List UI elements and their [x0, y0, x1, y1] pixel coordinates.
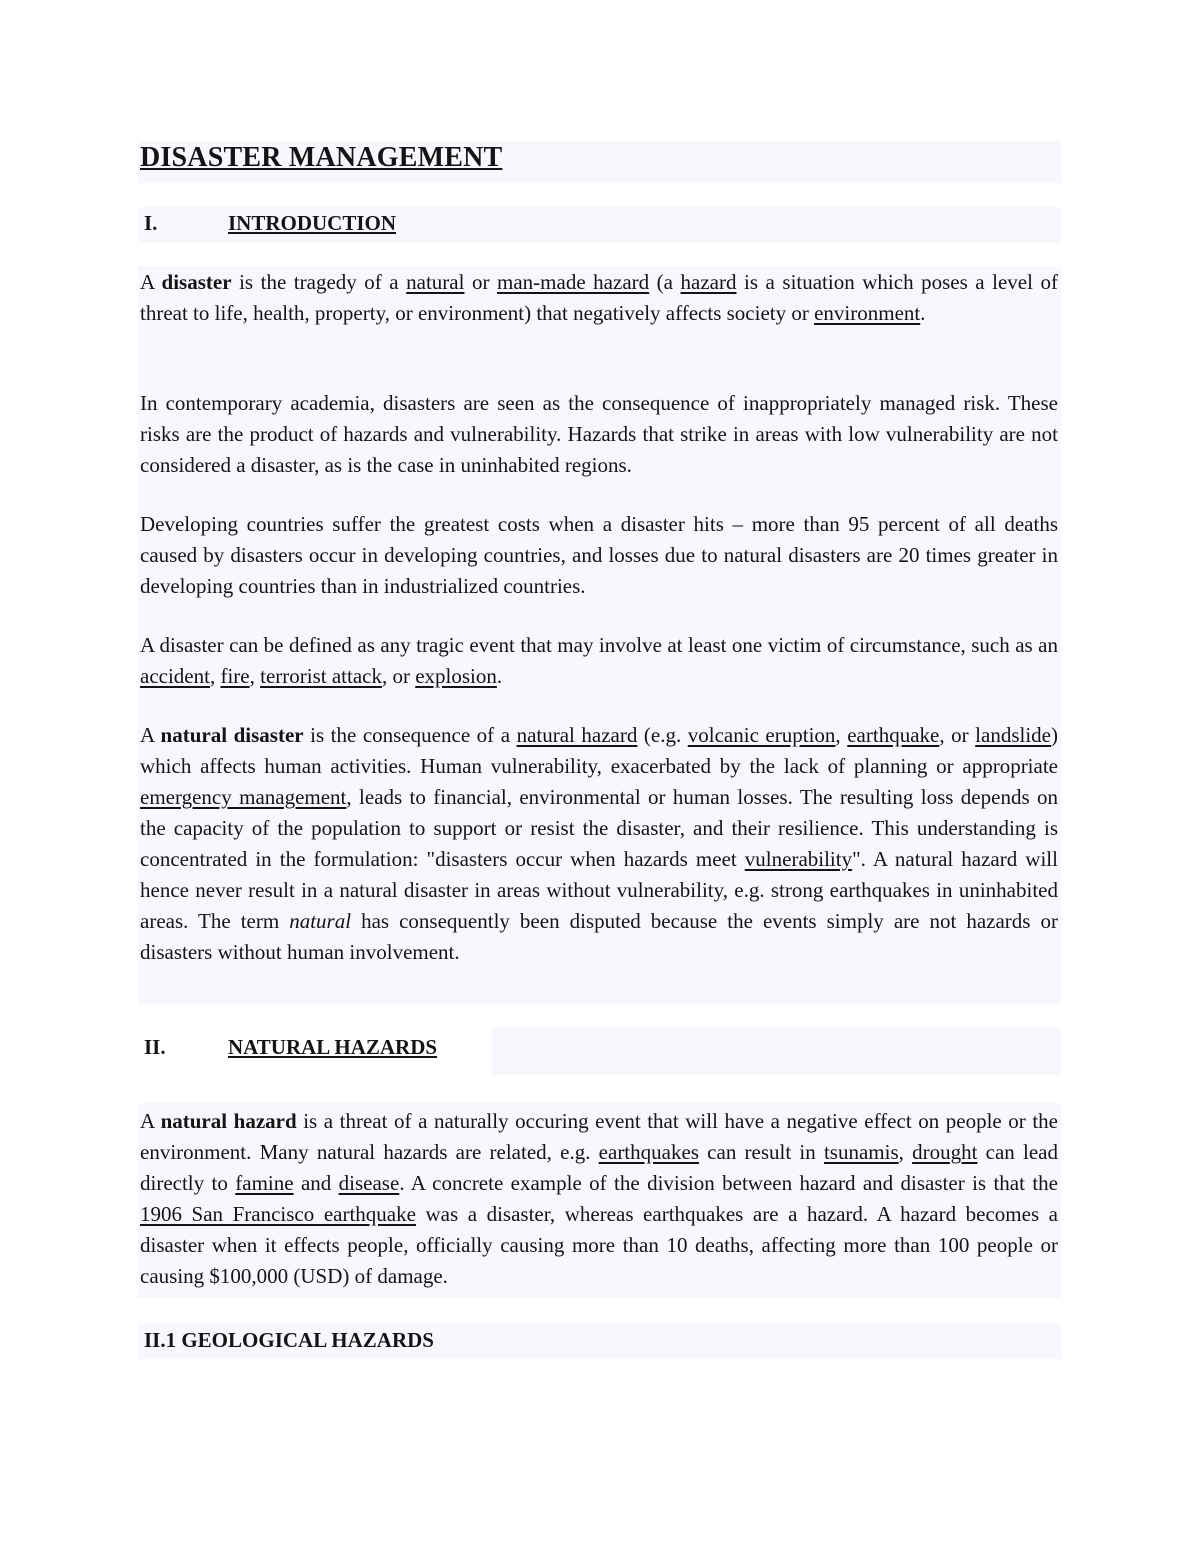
link-earthquakes[interactable]: earthquakes [598, 1140, 699, 1164]
document-title: DISASTER MANAGEMENT [140, 142, 503, 173]
link-earthquake[interactable]: earthquake [847, 723, 940, 747]
link-environment[interactable]: environment [814, 301, 921, 325]
section-heading-introduction [140, 211, 1058, 236]
link-famine[interactable]: famine [235, 1171, 294, 1195]
section-heading-natural-hazards [140, 1035, 1058, 1060]
paragraph-natural-disaster: A natural disaster is the consequence of a natural hazard (e.g. volcanic eruption, earthquake, or landslide) which affects human activities. Human vulnerability, exacerbated by the lack of planning or appropriate emergency management, leads to financial, environmental or human losses. The resulting loss depends on the capacity of the population to support or resist the disaster, and their resilience. This understanding is concentrated in the formulation: "disasters occur when hazards meet vulnerability". A natural hazard will hence never result in a natural disaster in areas without vulnerability, e.g. strong earthquakes in uninhabited areas. The term natural has consequently been disputed because the events simply are not hazards or disasters without human involvement. [140, 723, 1058, 964]
link-fire[interactable]: fire [220, 664, 250, 688]
link-man-made-hazard[interactable]: man-made hazard [497, 270, 650, 294]
term-natural-disaster: natural disaster [160, 723, 304, 747]
paragraph-contemporary-academia: In contemporary academia, disasters are seen as the consequence of inappropriately managed risk. These risks are the product of hazards and vulnerability. Hazards that strike in areas with low vulnerability are not considered a disaster, as is the case in uninhabited regions. [140, 391, 1058, 477]
link-natural[interactable]: natural [406, 270, 465, 294]
link-explosion[interactable]: explosion [415, 664, 497, 688]
link-emergency-management[interactable]: emergency management [140, 785, 347, 809]
term-disaster: disaster [161, 270, 232, 294]
paragraph-developing-countries: Developing countries suffer the greatest costs when a disaster hits – more than 95 percent of all deaths caused by disasters occur in developing countries, and losses due to natural disasters are 20 times greater in developing countries than in industrialized countries. [140, 512, 1058, 598]
paragraph-disaster-event: A disaster can be defined as any tragic event that may involve at least one victim of circumstance, such as an accident, fire, terrorist attack, or explosion. [140, 633, 1058, 688]
link-drought[interactable]: drought [912, 1140, 978, 1164]
link-landslide[interactable]: landslide [975, 723, 1051, 747]
link-1906-san-francisco-earthquake[interactable]: 1906 San Francisco earthquake [140, 1202, 416, 1226]
paragraph-natural-hazard: A natural hazard is a threat of a naturally occuring event that will have a negative effect on people or the environment. Many natural hazards are related, e.g. earthquakes can result in tsunamis, drought can lead directly to famine and disease. A concrete example of the division between hazard and disaster is that the 1906 San Francisco earthquake was a disaster, whereas earthquakes are a hazard. A hazard becomes a disaster when it effects people, officially causing more than 10 deaths, affecting more than 100 people or causing $100,000 (USD) of damage. [140, 1109, 1059, 1288]
section-number: II. [144, 1035, 166, 1059]
section-label: NATURAL HAZARDS [228, 1035, 438, 1059]
paragraph-disaster-definition: A disaster is the tragedy of a natural or man-made hazard (a hazard is a situation which poses a level of threat to life, health, property, or environment) that negatively affects society or environment. [140, 270, 1058, 325]
section-heading-geological-hazards: II.1 GEOLOGICAL HAZARDS [144, 1328, 434, 1352]
link-volcanic-eruption[interactable]: volcanic eruption [687, 723, 836, 747]
link-disease[interactable]: disease [338, 1171, 400, 1195]
section-number: I. [144, 211, 158, 235]
link-tsunamis[interactable]: tsunamis [823, 1140, 899, 1164]
term-natural-hazard: natural hazard [160, 1109, 297, 1133]
link-hazard[interactable]: hazard [680, 270, 737, 294]
link-accident[interactable]: accident [140, 664, 210, 688]
section-label: INTRODUCTION [228, 211, 397, 235]
link-vulnerability[interactable]: vulnerability [744, 847, 853, 871]
link-natural-hazard[interactable]: natural hazard [516, 723, 638, 747]
term-natural-italic: natural [289, 909, 352, 933]
link-terrorist-attack[interactable]: terrorist attack [260, 664, 382, 688]
